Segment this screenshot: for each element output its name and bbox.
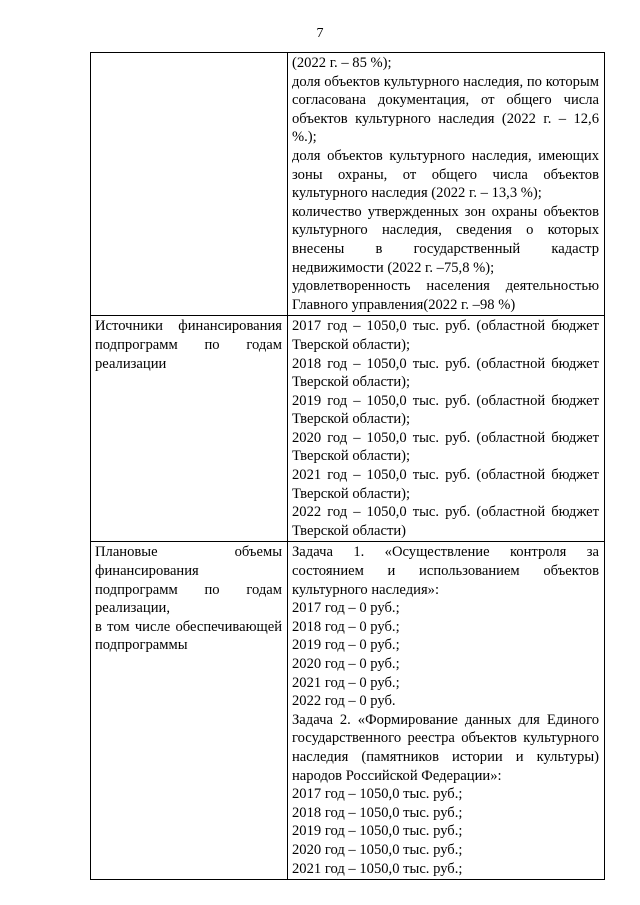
content-line: (2022 г. – 85 %);	[292, 55, 392, 71]
content-line: удовлетворенность населения деятельностью Главного управления(2022 г. –98 %)	[292, 278, 599, 313]
row-label: Источники финансирования подпрограмм по годам реализации	[95, 318, 282, 372]
table-row	[91, 542, 605, 880]
row-label: в том числе обеспечивающей подпрограммы	[95, 618, 282, 654]
content-line: Задача 2. «Формирование данных для Единого государственного реестра объектов культурного наследия (памятников истории и культуры) народов Российской Федерации»:	[292, 711, 599, 784]
content-line: 2020 год – 0 руб.;	[292, 656, 400, 672]
content-line: 2020 год – 1050,0 тыс. руб.;	[292, 841, 463, 858]
content-line: 2018 год – 1050,0 тыс. руб.;	[292, 804, 463, 821]
content-line: 2017 год – 0 руб.;	[292, 600, 400, 617]
content-line: 2021 год – 0 руб.;	[292, 674, 400, 691]
row-content-cell	[288, 316, 605, 542]
row-label-cell	[91, 316, 288, 542]
passport-table	[90, 52, 605, 880]
content-line: 2022 год – 1050,0 тыс. руб. (областной бюджет Тверской области)	[292, 504, 599, 539]
row-content-cell	[288, 53, 605, 316]
content-line: 2022 год – 0 руб.	[292, 693, 396, 710]
row-content-cell	[288, 542, 605, 880]
content-line: 2021 год – 1050,0 тыс. руб.;	[292, 860, 463, 877]
row-label: Плановые объемы финансирования подпрограмм по годам реализации,	[95, 544, 282, 617]
content-line: 2018 год – 0 руб.;	[292, 618, 400, 635]
content-line: 2019 год – 0 руб.;	[292, 637, 400, 654]
row-label-cell	[91, 53, 288, 316]
content-line: доля объектов культурного наследия, по которым согласована документация, от общего числа объектов культурного наследия (2022 г. – 12,6 %.);	[292, 73, 599, 146]
content-line: доля объектов культурного наследия, имеющих зоны охраны, от общего числа объектов культурного наследия (2022 г. – 13,3 %);	[292, 147, 599, 202]
table-row	[91, 316, 605, 542]
content-line: 2018 год – 1050,0 тыс. руб. (областной бюджет Тверской области);	[292, 355, 599, 391]
content-line: 2019 год – 1050,0 тыс. руб. (областной бюджет Тверской области);	[292, 392, 599, 428]
content-line: 2020 год – 1050,0 тыс. руб. (областной бюджет Тверской области);	[292, 429, 599, 465]
row-label-cell	[91, 542, 288, 880]
page-number: 7	[316, 26, 324, 41]
table-row	[91, 53, 605, 316]
content-line: 2021 год – 1050,0 тыс. руб. (областной бюджет Тверской области);	[292, 467, 599, 502]
content-line: 2019 год – 1050,0 тыс. руб.;	[292, 823, 463, 840]
content-line: 2017 год – 1050,0 тыс. руб.;	[292, 786, 463, 803]
content-line: количество утвержденных зон охраны объектов культурного наследия, сведения о которых внесены в государственный кадастр недвижимости (2022 г. –75,8 %);	[292, 203, 599, 276]
content-line: 2017 год – 1050,0 тыс. руб. (областной бюджет Тверской области);	[292, 318, 599, 353]
content-line: Задача 1. «Осуществление контроля за состоянием и использованием объектов культурного наследия»:	[292, 544, 599, 598]
